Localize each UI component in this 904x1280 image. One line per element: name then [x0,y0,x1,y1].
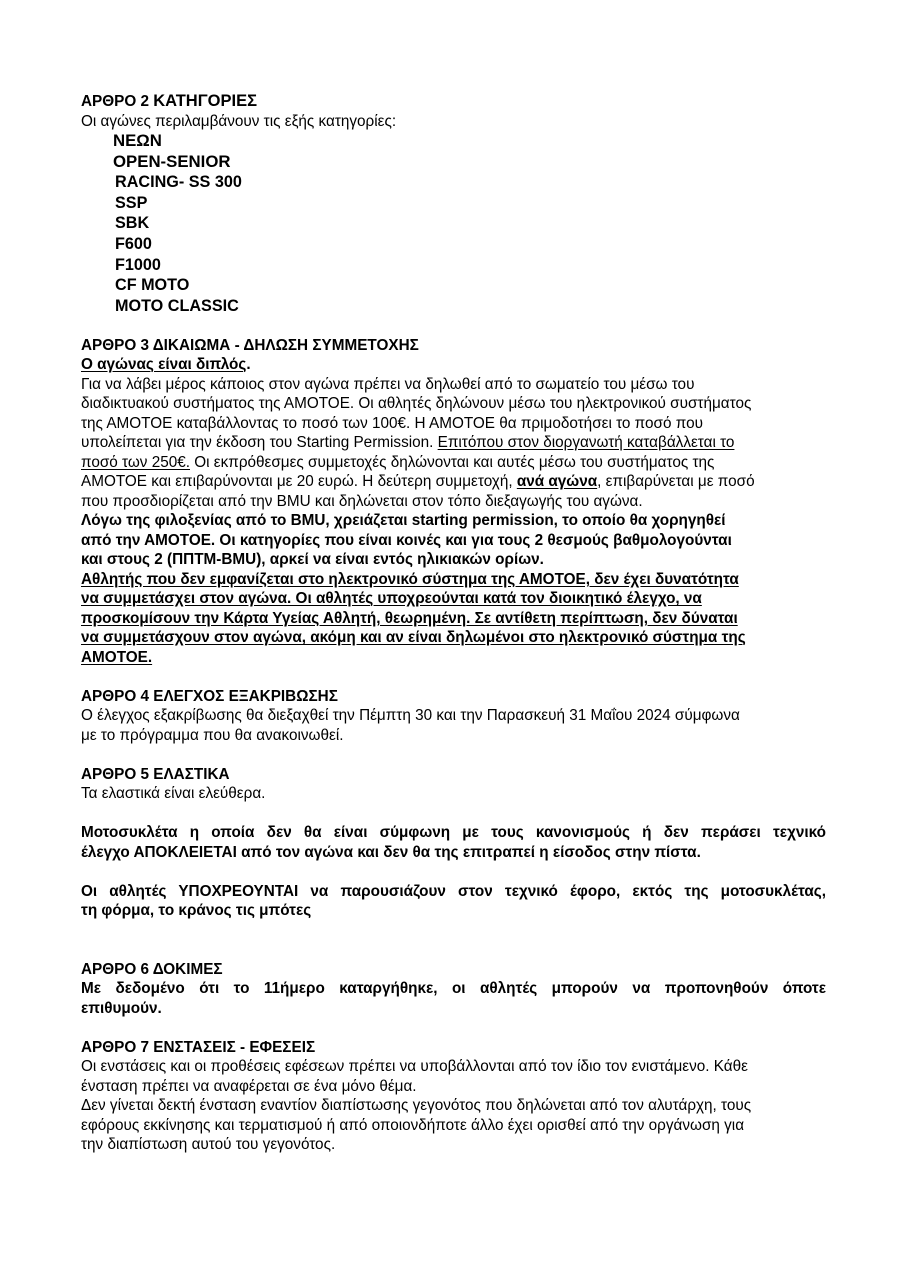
category-item: F1000 [115,255,161,274]
category-item: MOTO CLASSIC [115,296,239,315]
article-5-rule-line: έλεγχο ΑΠΟΚΛΕΙΕΤΑΙ από τον αγώνα και δεν θα της επιτραπεί η είσοδος στην πίστα. [81,843,701,861]
document-page [81,92,826,1155]
article-3-bold-line: και στους 2 (ΠΠΤΜ-BMU), αρκεί να είναι εντός ηλικιακών ορίων. [81,551,544,569]
spacer [81,804,826,824]
article-7 [81,1038,826,1155]
spacer [81,316,826,336]
article-3-bold-line: από την ΑΜΟΤΟΕ. Οι κατηγορίες που είναι κοινές και για τους 2 θεσμούς βαθμολογούνται [81,531,732,549]
article-3-line: της ΑΜΟΤΟΕ καταβάλλοντας το ποσό των 100€. Η ΑΜΟΤΟΕ θα πριμοδοτήσει το ποσό που [81,414,703,432]
article-3-subheading: Ο αγώνας είναι διπλός. [81,356,251,374]
article-5-rule-line: τη φόρμα, το κράνος τις μπότες [81,902,312,920]
article-6 [81,960,826,1019]
category-item: RACING- SS 300 [115,173,242,192]
category-item: SSP [115,193,148,212]
article-4 [81,687,826,746]
onsite-fee-amount: ποσό των 250€. [81,453,190,471]
article-3-line: που προσδιορίζεται από την BMU και δηλώνεται στον τόπο διεξαγωγής του αγώνα. [81,492,643,510]
article-7-line: την διαπίστωση αυτού του γεγονότος. [81,1136,336,1154]
article-7-heading: ΑΡΘΡΟ 7 ΕΝΣΤΑΣΕΙΣ - ΕΦΕΣΕΙΣ [81,1038,316,1056]
article-7-line: Οι ενστάσεις και οι προθέσεις εφέσεων πρέπει να υποβάλλονται από τον ίδιο τον ενιστάμενο. Κάθε [81,1058,748,1076]
article-3-warning-line: προσκομίσουν την Κάρτα Υγείας Αθλητή, θεωρημένη. Σε αντίθετη περίπτωση, δεν δύναται [81,609,738,627]
article-3-line: ΑΜΟΤΟΕ και επιβαρύνονται με 20 ευρώ. Η δεύτερη συμμετοχή, ανά αγώνα, επιβαρύνεται με ποσό [81,473,755,491]
article-2 [81,92,826,316]
article-4-line: με το πρόγραμμα που θα ανακοινωθεί. [81,726,344,744]
spacer [81,921,826,960]
article-3-line: διαδικτυακού συστήματος της ΑΜΟΤΟΕ. Οι αθλητές δηλώνουν μέσω του ηλεκτρονικού συστήματος [81,395,752,413]
article-5-text: Τα ελαστικά είναι ελεύθερα. [81,785,266,803]
spacer [81,667,826,687]
article-6-line: επιθυμούν. [81,999,162,1017]
article-5-rule-line: Μοτοσυκλέτα η οποία δεν θα είναι σύμφωνη με τους κανονισμούς ή δεν περάσει τεχνικό [81,824,826,842]
article-6-line: Με δεδομένο ότι το 11ήμερο καταργήθηκε, οι αθλητές μπορούν να προπονηθούν όποτε [81,980,826,998]
spacer [81,862,826,882]
article-4-heading: ΑΡΘΡΟ 4 ΕΛΕΓΧΟΣ ΕΞΑΚΡΙΒΩΣΗΣ [81,687,338,705]
article-3-line: Για να λάβει μέρος κάποιος στον αγώνα πρέπει να δηλωθεί από το σωματείο του μέσω του [81,375,695,393]
article-7-line: ένσταση πρέπει να αναφέρεται σε ένα μόνο θέμα. [81,1077,417,1095]
article-3-line: ποσό των 250€. Οι εκπρόθεσμες συμμετοχές δηλώνονται και αυτές μέσω του συστήματος της [81,453,715,471]
article-3-warning-line: Αθλητής που δεν εμφανίζεται στο ηλεκτρονικό σύστημα της ΑΜΟΤΟΕ, δεν έχει δυνατότητα [81,570,739,588]
article-7-line: Δεν γίνεται δεκτή ένσταση εναντίον διαπίστωσης γεγονότος που δηλώνεται από τον αλυτάρχη, τους [81,1097,752,1115]
article-2-intro: Οι αγώνες περιλαμβάνουν τις εξής κατηγορίες: [81,112,397,130]
category-item: OPEN-SENIOR [113,151,231,171]
onsite-fee-note: Επιτόπου στον διοργανωτή καταβάλλεται το [437,434,735,452]
article-3-warning-line: να συμμετάσχουν στον αγώνα, ακόμη και αν είναι δηλωμένοι στο ηλεκτρονικό σύστημα της [81,629,746,647]
category-item: SBK [115,214,150,233]
spacer [81,1018,826,1038]
category-item: F600 [115,234,152,253]
category-item: ΝΕΩΝ [113,131,162,150]
article-3-bold-line: Λόγω της φιλοξενίας από το BMU, χρειάζεται starting permission, το οποίο θα χορηγηθεί [81,512,726,530]
article-3-line: υπολείπεται για την έκδοση του Starting Permission. Επιτόπου στον διοργανωτή καταβάλλεται το [81,434,735,452]
article-6-heading: ΑΡΘΡΟ 6 ΔΟΚΙΜΕΣ [81,960,223,978]
article-7-line: εφόρους εκκίνησης και τερματισμού ή από οποιονδήποτε άλλο έχει ορισθεί από την οργάνωση για [81,1116,745,1134]
per-race-emphasis: ανά αγώνα [516,473,598,491]
article-4-line: Ο έλεγχος εξακρίβωσης θα διεξαχθεί την Πέμπτη 30 και την Παρασκευή 31 Μαΐου 2024 σύμφωνα [81,707,740,725]
article-2-heading: ΑΡΘΡΟ 2 ΚΑΤΗΓΟΡΙΕΣ [81,92,257,110]
article-3-warning-line: να συμμετάσχει στον αγώνα. Οι αθλητές υποχρεούνται κατά τον διοικητικό έλεγχο, να [81,590,702,608]
article-5 [81,765,826,921]
article-2-title: ΚΑΤΗΓΟΡΙΕΣ [153,92,257,110]
spacer [81,745,826,765]
article-5-rule-line: Οι αθλητές ΥΠΟΧΡΕΟΥΝΤΑΙ να παρουσιάζουν στον τεχνικό έφορο, εκτός της μοτοσυκλέτας, [81,882,826,900]
article-3-heading: ΑΡΘΡΟ 3 ΔΙΚΑΙΩΜΑ - ΔΗΛΩΣΗ ΣΥΜΜΕΤΟΧΗΣ [81,336,419,354]
category-item: CF MOTO [115,276,190,295]
article-3-warning-line: ΑΜΟΤΟΕ. [81,648,153,666]
article-5-heading: ΑΡΘΡΟ 5 ΕΛΑΣΤΙΚΑ [81,765,230,783]
article-3 [81,336,826,668]
